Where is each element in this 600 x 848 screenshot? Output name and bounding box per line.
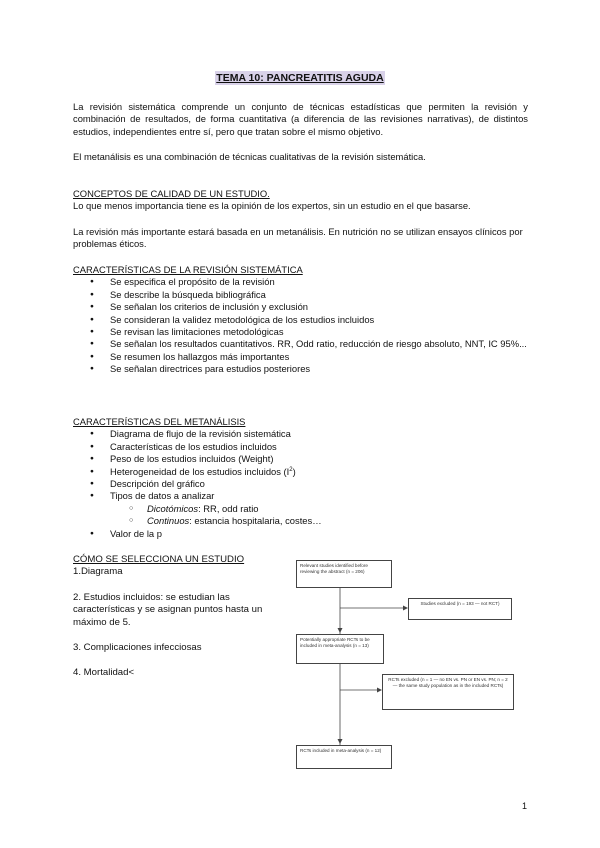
quality-heading: CONCEPTOS DE CALIDAD DE UN ESTUDIO.: [73, 188, 270, 199]
page-number: 1: [521, 801, 527, 811]
list-item: ● Se resumen los hallazgos más importantes: [73, 351, 528, 363]
list-item: ● Tipos de datos a analizar: [73, 490, 528, 502]
flow-diagram: [280, 552, 530, 782]
selection-step-2: 2. Estudios incluidos: se estudian las características y se asignan puntos hasta un máximo de 5.: [73, 591, 263, 628]
flow-box-included-rcts: RCTs included in meta-analysis (n = 12): [296, 745, 392, 769]
i2-superscript: 2: [289, 466, 293, 473]
intro-section: [73, 101, 528, 164]
quality-paragraph-2: La revisión más importante estará basada en un metanálisis. En nutrición no se utilizan ensayos clínicos por problemas éticos.: [73, 225, 523, 250]
quality-paragraph-1: Lo que menos importancia tiene es la opinión de los expertos, sin un estudio en el que basarse.: [73, 200, 471, 212]
quality-section: [73, 188, 528, 251]
dichotomous-desc: : RR, odd ratio: [198, 502, 259, 514]
data-types-list: [73, 503, 528, 528]
metaanalysis-list: [73, 428, 528, 502]
page-title: TEMA 10: PANCREATITIS AGUDA: [216, 72, 384, 84]
list-item: ● Se revisan las limitaciones metodológicas: [73, 326, 528, 338]
flow-box-identified: Relevant studies identified before reviewing the abstract (n = 206): [296, 560, 392, 588]
revision-section: [73, 264, 528, 376]
intro-paragraph-2: El metanálisis es una combinación de técnicas cualitativas de la revisión sistemática.: [73, 151, 426, 163]
list-item: ● Descripción del gráfico: [73, 478, 528, 490]
revision-heading: CARACTERÍSTICAS DE LA REVISIÓN SISTEMÁTICA: [73, 264, 303, 275]
list-item: ● Valor de la p: [73, 528, 528, 540]
metaanalysis-section: [73, 416, 528, 540]
list-item: ● Se especifica el propósito de la revisión: [73, 276, 528, 288]
list-item: ● Se consideran la validez metodológica de los estudios incluidos: [73, 314, 528, 326]
metaanalysis-list-end: [73, 528, 528, 540]
intro-paragraph-1: La revisión sistemática comprende un conjunto de técnicas estadísticas que permiten la revisión y combinación de resultados, de forma cuantitativa (a diferencia de las revisiones narrativas), de distintos estudios, independientes entre sí, pero que tratan sobre el mismo objetivo.: [73, 101, 528, 137]
continuous-term: Continuos: [147, 515, 190, 527]
list-item: [73, 515, 528, 527]
selection-heading: CÓMO SE SELECCIONA UN ESTUDIO: [73, 554, 245, 565]
selection-step-1: 1.Diagrama: [73, 566, 123, 578]
list-item: [73, 466, 528, 478]
list-item: ● Se señalan los criterios de inclusión y exclusión: [73, 301, 528, 313]
flow-box-excluded-rcts: RCTs excluded (n = 1 — no EN vs. PN or EN vs. PN; n = 2 — the same study population as in the included RCTs): [382, 674, 514, 710]
heterogeneity-close: ): [292, 465, 296, 477]
continuous-desc: : estancia hospitalaria, costes…: [189, 515, 322, 527]
flow-box-potential-rcts: Potentially appropriate RCTs to be included in meta-analysis (n = 13): [296, 634, 384, 664]
selection-step-4: 4. Mortalidad<: [73, 667, 135, 679]
heterogeneity-text: Heterogeneidad de los estudios incluidos (I: [110, 465, 290, 477]
list-item: ● Se señalan directrices para estudios posteriores: [73, 363, 528, 375]
dichotomous-term: Dicotómicos: [147, 502, 199, 514]
list-item: ● Se señalan los resultados cuantitativos. RR, Odd ratio, reducción de riesgo absoluto, NNT, IC 95%...: [73, 338, 528, 350]
selection-step-3: 3. Complicaciones infecciosas: [73, 642, 202, 654]
list-item: ● Se describe la búsqueda bibliográfica: [73, 289, 528, 301]
flow-box-excluded-studies: Studies excluded (n = 193 — not RCT): [408, 598, 512, 620]
list-item: ● Peso de los estudios incluidos (Weight): [73, 453, 528, 465]
list-item: ● Diagrama de flujo de la revisión sistemática: [73, 428, 528, 440]
list-item: [73, 503, 528, 515]
revision-list: [73, 276, 528, 375]
metaanalysis-heading: CARACTERÍSTICAS DEL METANÁLISIS: [73, 416, 246, 427]
selection-section: [73, 554, 273, 680]
list-item: ● Características de los estudios incluidos: [73, 441, 528, 453]
